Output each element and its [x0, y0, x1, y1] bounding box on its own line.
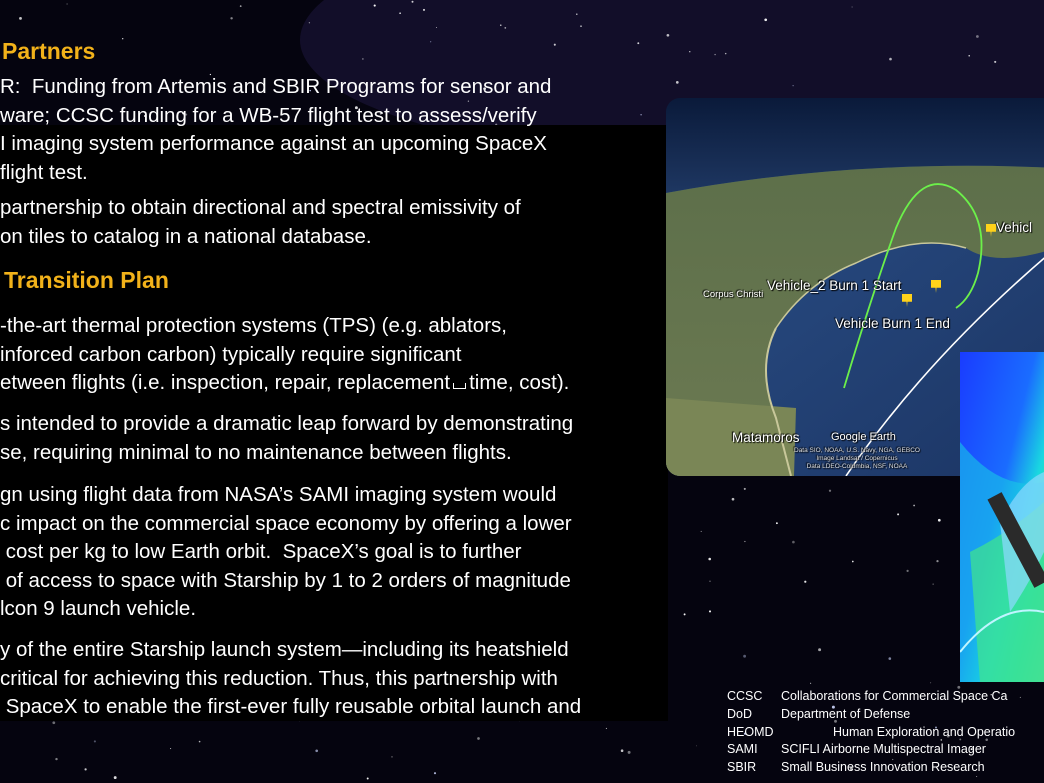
acronym-definition: Collaborations for Commercial Space Ca: [781, 689, 1008, 703]
acronym-definition: Department of Defense: [781, 706, 911, 721]
star: [701, 531, 702, 532]
star: [852, 6, 853, 7]
acronym-key: SBIR: [727, 760, 757, 775]
star: [804, 581, 806, 583]
star: [315, 749, 318, 752]
star: [709, 581, 710, 582]
star: [829, 490, 831, 492]
star: [676, 81, 679, 84]
star: [976, 35, 979, 38]
star: [367, 778, 369, 780]
partners-paragraph-2: partnership to obtain directional and spectral emissivity of on tiles to catalog in a national database.: [0, 196, 521, 248]
star: [637, 42, 639, 44]
star: [309, 22, 310, 23]
star: [412, 1, 414, 3]
transition-paragraph-1: -the-art thermal protection systems (TPS) (e.g. ablators, inforced carbon carbon) typically require significant etween flights (i.e. inspection, repair, replacement time, cost).: [0, 314, 570, 394]
star: [580, 25, 582, 27]
partners-paragraph-1: R: Funding from Artemis and SBIR Programs for sensor and ware; CCSC funding for a WB-57 flight test to assess/verify I imaging system performance against an upcoming SpaceX flight test.: [0, 75, 552, 184]
star: [764, 18, 767, 21]
map-label-matamoros: Matamoros: [732, 430, 800, 445]
acronym-key: HEOMD: [727, 724, 774, 739]
star: [709, 610, 711, 612]
star: [374, 5, 376, 7]
star: [744, 488, 746, 490]
star: [504, 27, 506, 29]
star: [423, 9, 425, 11]
star: [930, 682, 931, 683]
star: [576, 13, 577, 14]
star: [621, 749, 624, 752]
star: [776, 522, 778, 524]
star: [19, 17, 22, 20]
star: [628, 751, 631, 754]
star: [810, 683, 811, 684]
star: [913, 505, 915, 507]
star: [240, 5, 242, 7]
star: [606, 728, 607, 729]
partners-heading: Partners: [2, 38, 96, 64]
star: [906, 570, 908, 572]
star: [399, 12, 401, 14]
star: [793, 85, 794, 86]
transition-heading: Transition Plan: [4, 267, 169, 293]
google-earth-logo: Google Earth: [831, 431, 896, 443]
star: [689, 51, 690, 52]
acronym-definition: Small Business Innovation Research: [781, 760, 985, 775]
map-label-corpus-christi: Corpus Christi: [703, 289, 764, 300]
acronym-key: DoD: [727, 706, 753, 721]
star: [430, 41, 431, 42]
cfd-simulation-image: [960, 352, 1044, 682]
star: [391, 756, 392, 757]
map-label-vehicle: Vehicl: [996, 220, 1033, 235]
star: [52, 721, 55, 724]
space-glyph: [453, 383, 466, 389]
star: [888, 657, 891, 660]
star: [66, 3, 67, 4]
map-label-burn-start: Vehicle_2 Burn 1 Start: [767, 278, 902, 293]
star: [714, 54, 715, 55]
star: [500, 25, 501, 26]
star: [744, 541, 745, 542]
star: [55, 758, 57, 760]
star: [84, 768, 86, 770]
star: [230, 17, 232, 19]
star: [938, 519, 941, 522]
star: [696, 746, 697, 747]
star: [818, 648, 821, 651]
star: [725, 53, 726, 54]
acronym-definition: SCIFLI Airborne Multispectral Imager: [781, 742, 986, 757]
star: [199, 741, 201, 743]
star: [114, 776, 117, 779]
star: [994, 61, 996, 63]
star: [170, 748, 171, 749]
star: [732, 498, 735, 501]
star: [640, 114, 641, 115]
star: [933, 584, 934, 585]
transition-paragraph-3: gn using flight data from NASA’s SAMI imaging system would c impact on the commercial space economy by offering a lower cost per kg to low Earth orbit. SpaceX’s goal is to further of access to space with Starship by 1 to 2 orders of magnitude lcon 9 launch vehicle.: [0, 483, 572, 620]
map-label-burn-end: Vehicle Burn 1 End: [835, 316, 950, 331]
star: [477, 737, 480, 740]
star: [684, 613, 686, 615]
acronym-key: CCSC: [727, 689, 763, 703]
star: [667, 34, 670, 37]
acronym-definition: Human Exploration and Operatio: [833, 724, 1016, 739]
star: [362, 58, 363, 59]
star: [852, 561, 854, 563]
star: [1020, 697, 1021, 698]
star: [968, 55, 970, 57]
star: [122, 38, 123, 39]
star: [743, 655, 746, 658]
star: [897, 513, 899, 515]
star: [434, 772, 436, 774]
star: [936, 560, 938, 562]
star: [94, 740, 96, 742]
star: [436, 27, 437, 28]
star: [889, 58, 892, 61]
star: [708, 558, 711, 561]
transition-paragraph-4: y of the entire Starship launch system—including its heatshield critical for achieving this reduction. Thus, this partnership with SpaceX to enable the first-ever fully reusable orbital launch and: [0, 638, 582, 718]
map-credits: Data SIO, NOAA, U.S. Navy, NGA, GEBCO Image Landsat / Copernicus Data LDEO-Columbia, NSF, NOAA: [794, 447, 920, 470]
transition-paragraph-2: s intended to provide a dramatic leap forward by demonstrating se, requiring minimal to no maintenance between flights.: [0, 412, 574, 464]
acronym-key: SAMI: [727, 742, 758, 757]
star: [554, 44, 556, 46]
star: [792, 541, 795, 544]
